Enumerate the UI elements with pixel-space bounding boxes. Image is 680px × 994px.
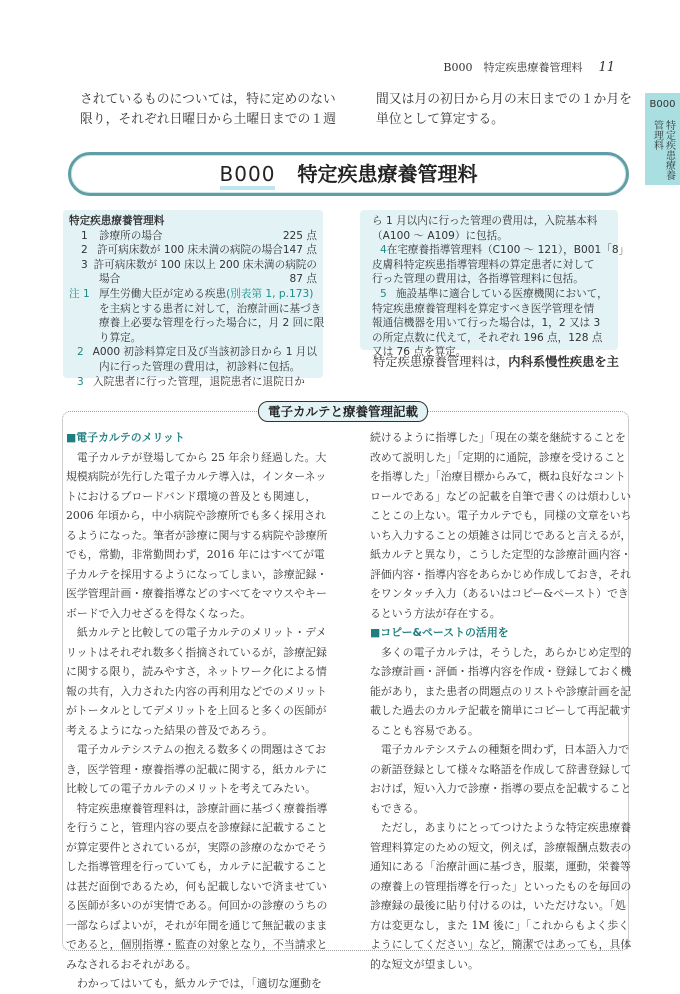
note-number: 注 1 bbox=[69, 287, 90, 300]
text-line: 限り，それぞれ日曜日から土曜日までの１週 bbox=[80, 112, 336, 127]
side-index-tab[interactable] bbox=[645, 93, 680, 185]
text-line: ロールである」などの記載を自筆で書くのは煩わしい bbox=[370, 489, 632, 503]
lead-text bbox=[373, 352, 619, 370]
note-text: 行った管理の費用は，各指導管理料に包括。 bbox=[372, 273, 584, 286]
text-line: リットはそれぞれ数多く指摘されているが，診療記録 bbox=[66, 645, 327, 659]
note-text: 施設基準に適合している医療機関において， bbox=[396, 287, 608, 300]
text-line: 報の共有，入力された内容の再利用などでのメリット bbox=[66, 684, 327, 698]
text-line: 診療録の最後に貼り付けるのは，いただけない。「処 bbox=[370, 899, 626, 912]
text-line: き，医学管理・療養指導の記載に関する，紙カルテに bbox=[66, 762, 327, 776]
text-line: 特定疾患療養管理料は，診療計画に基づく療養指導 bbox=[66, 801, 328, 815]
running-title: B000 特定疾患療養管理料 bbox=[443, 61, 583, 74]
note-text: 特定疾患療養管理料を算定すべき医学管理を情 bbox=[372, 302, 595, 315]
note-line bbox=[372, 243, 630, 258]
note-line bbox=[69, 375, 317, 390]
text-line: 間又は月の初日から月の末日までの１か月を bbox=[376, 92, 632, 107]
tab-code: B000 bbox=[649, 99, 676, 110]
text-line: 改めて説明した」「定期的に通院，診療を受けること bbox=[370, 450, 626, 464]
text-line: であると，個別指導・監査の対象となり，不当請求と bbox=[66, 938, 328, 951]
section-title-box bbox=[68, 152, 629, 196]
intro-right bbox=[376, 90, 632, 130]
text-line: に関する限り，読みやすさ，ネットワーク化による情 bbox=[66, 665, 327, 678]
text-line: 的な短文が望ましい。 bbox=[370, 957, 479, 971]
text-line: 紙カルテと比較しての電子カルテのメリット・デメ bbox=[66, 626, 327, 639]
text-line: した指導管理を行っていても，カルテに記載すること bbox=[66, 860, 328, 873]
note-line bbox=[372, 287, 612, 302]
note-text: 厚生労働大臣が定める疾患 bbox=[99, 287, 227, 300]
note-text: 療養上必要な管理を行った場合に，月 2 回に限 bbox=[99, 317, 325, 330]
note-number: 4 bbox=[380, 244, 387, 257]
text-line: でも，常勤，非常勤問わず，2016 年にはすべてが電 bbox=[66, 548, 325, 561]
note-number: 2 bbox=[77, 346, 84, 359]
text-line: は甚だ面倒であるため，何も記載しないで済ませてい bbox=[66, 879, 327, 893]
text-line: ることも容易である。 bbox=[370, 723, 479, 737]
note-line bbox=[69, 360, 317, 375]
note-line bbox=[372, 331, 612, 346]
note-line bbox=[372, 272, 612, 287]
note-text: の所定点数に代えて，それぞれ 196 点，128 点 bbox=[372, 331, 603, 344]
intro-left bbox=[80, 90, 336, 130]
text-line: トにおけるブロードバンド環境の普及とも関連し， bbox=[66, 489, 317, 503]
text-line: いち入力することの煩雑さは同じであると言えるが， bbox=[370, 528, 632, 542]
tab-label: 特定疾患療養管理料 bbox=[651, 120, 675, 180]
note-text: 報通信機器を用いて行った場合は，1，2 又は 3 bbox=[372, 317, 601, 330]
note-line bbox=[372, 214, 612, 229]
fee-item-label: 許可病床数が 100 床以上 200 床未満の病院の bbox=[93, 258, 317, 271]
note-line bbox=[372, 302, 612, 317]
text-line: がトータルとしてデメリットを上回ると多くの医師が bbox=[66, 704, 327, 717]
text-line: 方は変更なし，また 1M 後に」「これからもよく歩く bbox=[370, 918, 630, 932]
text-line: 規模病院が先行した電子カルテ導入は，インターネッ bbox=[66, 470, 327, 483]
text-line: ボードで入力せざるを得なくなった。 bbox=[66, 606, 252, 620]
fee-item-number: 3 bbox=[81, 258, 88, 271]
column-title: 電子カルテと療養管理記載 bbox=[258, 401, 428, 422]
fee-item bbox=[69, 243, 317, 258]
text-line: 能があり，また患者の問題点のリストや診療計画を記 bbox=[370, 684, 632, 698]
note-line bbox=[372, 258, 612, 273]
text-line: るという方法が存在する。 bbox=[370, 606, 501, 620]
text-line: 考えるようになった結果の普及であろう。 bbox=[66, 723, 273, 737]
text-line: 比較しての電子カルテのメリットを考えてみたい。 bbox=[66, 782, 317, 795]
note-line bbox=[69, 345, 317, 360]
text-line: な診療計画・評価・指導内容を作成・登録しておく機 bbox=[370, 665, 632, 678]
fee-box-left bbox=[63, 210, 325, 388]
note-text: 皮膚科特定疾患指導管理料の算定患者に対して bbox=[372, 258, 595, 271]
text-line: 管理料算定のための短文，例えば，診療報酬点数表の bbox=[370, 840, 632, 854]
text-line: の新語登録として様々な略語を作成して辞書登録して bbox=[370, 762, 632, 776]
text-line: 評価内容・指導内容をあらかじめ作成しておき，それ bbox=[370, 567, 631, 581]
text-line: 電子カルテが登場してから 25 年余り経過した。大 bbox=[66, 450, 327, 464]
fee-item-number: 1 bbox=[81, 229, 88, 242]
text-line: ただし，あまりにとってつけたような特定疾患療養 bbox=[370, 821, 632, 834]
fee-item-label: 許可病床数が 100 床未満の病院の場合 bbox=[96, 244, 283, 257]
note-number: 3 bbox=[77, 375, 84, 388]
lead-bold: 内科系慢性疾患を主 bbox=[508, 354, 619, 369]
text-line: 電子カルテシステムの種類を問わず，日本語入力で bbox=[370, 743, 630, 756]
note-line bbox=[69, 302, 322, 317]
text-line: を行うこと，管理内容の要点を診療録に記載すること bbox=[66, 821, 328, 834]
page-number: 11 bbox=[598, 60, 615, 75]
fee-item bbox=[69, 258, 317, 273]
text-line: 紙カルテと異なり，こうした定型的な診療計画内容・ bbox=[370, 548, 632, 561]
text-line: 多くの電子カルテは，そうした，あらかじめ定型的 bbox=[370, 645, 632, 659]
fee-item-points: 225 点 bbox=[282, 229, 317, 242]
note-number: 5 bbox=[380, 287, 387, 300]
note-text: を主病とする患者に対して，治療計画に基づき bbox=[99, 302, 322, 315]
fee-item-points: 147 点 bbox=[282, 244, 317, 257]
text-line: が算定要件とされているが，実際の診療のなかでそう bbox=[66, 840, 328, 854]
fee-item bbox=[69, 229, 317, 244]
running-header bbox=[443, 59, 615, 75]
text-line: るようになった。筆者が診療に関与する病院や診療所 bbox=[66, 528, 328, 542]
text-line: おけば，短い入力で診療・指導の要点を記載すること bbox=[370, 782, 632, 795]
note-line bbox=[69, 331, 317, 346]
text-line: 一部ならばよいが，それが年間を通じて無記載のまま bbox=[66, 918, 328, 932]
column-right bbox=[370, 428, 631, 974]
fee-box-right bbox=[360, 210, 630, 359]
note-text: 入院患者に行った管理，退院患者に退院日か bbox=[93, 375, 305, 388]
text-line: ことこの上ない。電子カルテでも，同様の文章をいち bbox=[370, 509, 632, 522]
subheading: ■コピー&ペーストの活用を bbox=[370, 626, 509, 639]
note-line bbox=[69, 287, 317, 302]
text-line: 載した過去のカルテ記載を簡単にコピーして再記載す bbox=[370, 704, 631, 717]
fee-heading: 特定疾患療養管理料 bbox=[69, 215, 165, 227]
text-line: されているものについては，特に定めのない bbox=[80, 92, 336, 107]
text-line: 単位として算定する。 bbox=[376, 112, 504, 127]
text-line: みなされるおそれがある。 bbox=[66, 957, 197, 971]
text-line: をワンタッチ入力（あるいはコピー&ペースト）でき bbox=[370, 587, 629, 600]
text-line: 子カルテを採用するようになってしまい，診療記録・ bbox=[66, 567, 328, 581]
note-text: （A100 ～ A109）に包括。 bbox=[372, 229, 508, 242]
column-left bbox=[66, 428, 327, 994]
note-text: 内に行った管理の費用は，初診料に包括。 bbox=[99, 360, 301, 373]
note-text: 在宅療養指導管理料（C100 ～ 121），B001「8」 bbox=[386, 244, 630, 257]
fee-item-label: 場合 bbox=[99, 273, 121, 286]
text-line: 続けるように指導した」「現在の薬を継続することを bbox=[370, 431, 626, 444]
subheading: ■電子カルテのメリット bbox=[66, 431, 185, 444]
text-line: もできる。 bbox=[370, 801, 425, 815]
note-line bbox=[69, 316, 325, 331]
lead-plain: 特定疾患療養管理料は， bbox=[373, 355, 509, 369]
note-reference: (別表第 1, p.173) bbox=[226, 287, 314, 300]
text-line: 医学管理計画・療養指導などのすべてをマウスやキー bbox=[66, 587, 327, 600]
note-line bbox=[372, 316, 612, 331]
title-name: 特定疾患療養管理料 bbox=[297, 162, 478, 186]
text-line: 電子カルテシステムの抱える数多くの問題はさてお bbox=[66, 743, 327, 756]
fee-item-cont bbox=[69, 272, 317, 287]
title-code: B000 bbox=[220, 162, 276, 190]
text-line: 通知にある「治療計画に基づき，服薬，運動，栄養等 bbox=[370, 860, 631, 873]
text-line: の療養上の管理指導を行った」といったものを毎回の bbox=[370, 879, 632, 893]
note-text: A000 初診料算定日及び当該初診日から 1 月以 bbox=[92, 346, 317, 359]
note-line bbox=[372, 229, 612, 244]
text-line: る医師が多いのが実情である。何回かの診療のうちの bbox=[66, 899, 328, 912]
text-line: を指導した」「治療目標からみて，概ね良好なコント bbox=[370, 470, 626, 483]
text-line: わかってはいても，紙カルテでは，「適切な運動を bbox=[66, 977, 322, 990]
fee-item-number: 2 bbox=[81, 244, 88, 257]
fee-item-label: 診療所の場合 bbox=[99, 229, 163, 242]
text-line: 2006 年頃から，中小病院や診療所でも多く採用され bbox=[66, 509, 326, 522]
note-text: 又は 76 点を算定。 bbox=[372, 346, 467, 359]
text-line: ようにしてください」など，簡潔ではあっても，具体 bbox=[370, 938, 632, 951]
note-text: ら 1 月以内に行った管理の費用は，入院基本料 bbox=[372, 215, 598, 227]
fee-item-points: 87 点 bbox=[289, 273, 317, 286]
note-text: り算定。 bbox=[99, 331, 142, 344]
